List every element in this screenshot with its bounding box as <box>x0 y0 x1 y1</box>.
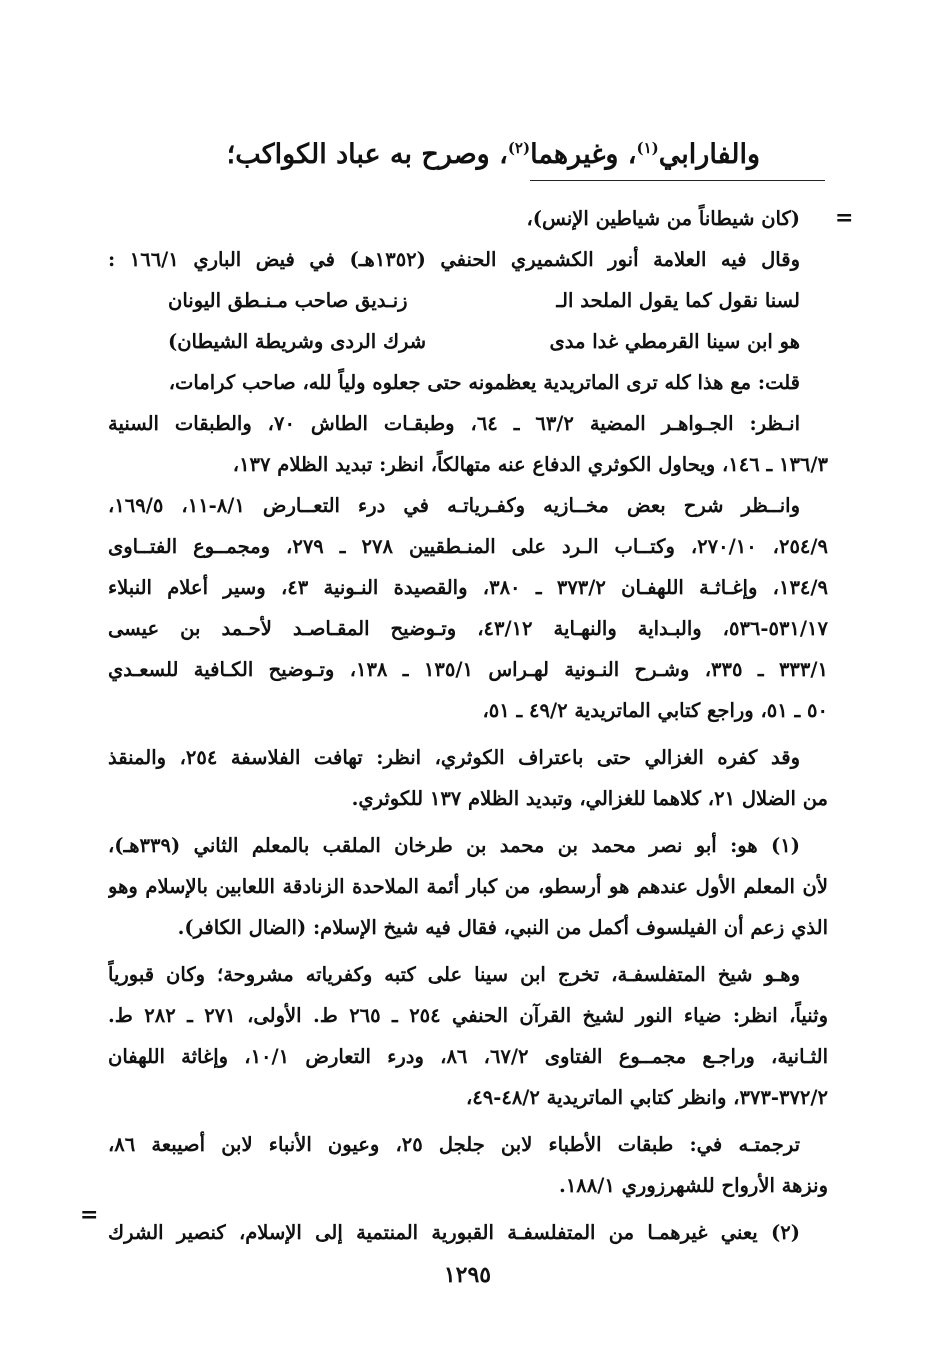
footnote-ref-1[interactable]: (١) <box>636 139 659 157</box>
poem-verse-2 <box>108 321 828 362</box>
footnote-1-line: لأن المعلم الأول عندهم هو أرسطو، من كبار أئمة الملاحدة الزنادقة اللعابين بالإسلام وهو <box>108 875 828 898</box>
footnote-line: وهـو شيخ المتفلسفـة، تخرج ابن سينا على كتبه وكفرياته مشروحة؛ وكان قبورياً <box>108 963 800 986</box>
footnote-line: وانــظر شرح بعض مخــازيه وكفـرياتـه في درء التعــارض ٨/١-١١، ١٦٩/٥، <box>108 494 800 517</box>
continuation-marker-top: = <box>835 205 854 231</box>
footnote-line: وقال فيه العلامة أنور الكشميري الحنفي (١٣٥٢هـ) في فيض الباري ١٦٦/١ : <box>108 248 800 271</box>
footnote-line: ٢٥٤/٩، ٢٧٠/١٠، وكتــاب الـرد على المنـطقيين ٢٧٨ ـ ٢٧٩، ومجمــوع الفتــاوى <box>108 535 828 558</box>
footnote-line: ١٣٤/٩، وإغـاثـة اللهفـان ٣٧٣/٢ ـ ٣٨٠، والقصيدة النـونية ٤٣، وسير أعلام النبلاء <box>108 576 828 599</box>
footnote-ref-2[interactable]: (٢) <box>507 139 531 157</box>
footnote-line: ونزهة الأرواح للشهرزوري ١٨٨/١. <box>559 1174 828 1197</box>
footnotes-block <box>108 198 828 1253</box>
verse-second-hemistich: زنـديق صاحب مـنـطق اليونان <box>168 289 408 312</box>
footnote-line: ٣٣٣/١ ـ ٣٣٥، وشـرح النـونية لهـراس ١٣٥/١ ـ ١٣٨، وتـوضيح الكـافية للسعـدي <box>108 658 828 681</box>
footnote-2-line: (٢) يعني غيرهمـا من المتفلسفـة القبورية المنتمية إلى الإسلام، كنصير الشرك <box>108 1221 800 1244</box>
qult-line <box>108 362 828 403</box>
main-text-star-worshippers: ، وصرح به عباد الكواكب؛ <box>226 139 508 170</box>
continuation-marker-bottom: = <box>80 1202 99 1228</box>
footnote-line: ٣٧٢/٢-٣٧٣، وانظر كتابي الماتريدية ٤٨/٢-٤٩، <box>466 1086 828 1109</box>
qult-label: قلت: <box>757 371 800 394</box>
footnote-line: ترجمتـه في: طبقات الأطباء لابن جلجل ٢٥، وعيون الأنباء لابن أصيبعة ٨٦، <box>108 1133 801 1156</box>
footnote-line: ٥٠ ـ ٥١، وراجع كتابي الماتريدية ٤٩/٢ ـ ٥١، <box>482 699 828 722</box>
qult-text: مع هذا كله ترى الماتريدية يعظمونه حتى جعلوه ولياً لله، صاحب كرامات، <box>168 371 752 394</box>
footnote-separator-rule <box>530 180 825 181</box>
page-number: ١٢٩٥ <box>443 1262 492 1288</box>
verse-first-hemistich: هو ابن سينا القرمطي غدا مدى <box>549 330 800 353</box>
verse-second-hemistich: شرك الردى وشريطة الشيطان) <box>168 330 427 353</box>
footnote-line: ٥٣١/١٧-٥٣٦، والبـداية والنهـاية ٤٣/١٢، وتـوضيح المقـاصـد لأحـمد بن عيسى <box>108 617 828 640</box>
footnote-line: وقد كفره الغزالي حتى باعتراف الكوثري، انظر: تهافت الفلاسفة ٢٥٤، والمنقذ <box>108 746 800 769</box>
footnote-1-line: (١) هو: أبو نصر محمد بن محمد بن طرخان الملقب بالمعلم الثاني (٣٣٩هـ)، <box>108 834 800 857</box>
footnote-line: من الضلال ٢١، كلاهما للغزالي، وتبديد الظلام ١٣٧ للكوثري. <box>351 787 828 810</box>
main-text-farabi: والفارابي <box>658 139 760 170</box>
footnote-line: وثنياً، انظر: ضياء النور لشيخ القرآن الحنفي ٢٥٤ ـ ٢٦٥ ط. الأولى، ٢٧١ ـ ٢٨٢ ط. <box>108 1004 828 1027</box>
poem-verse-1 <box>108 280 828 321</box>
footnote-line: ١٣٦/٣ ـ ١٤٦، ويحاول الكوثري الدفاع عنه متهالكاً، انظر: تبديد الظلام ١٣٧، <box>232 453 828 476</box>
footnote-1-line: الذي زعم أن الفيلسوف أكمل من النبي، فقال فيه شيخ الإسلام: (الضال الكافر). <box>177 916 828 939</box>
footnote-line: (كان شيطاناً من شياطين الإنس)، <box>526 207 800 230</box>
footnote-line: الثـانية، وراجـع مجمــوع الفتاوى ٦٧/٢، ٨٦، ودرء التعارض ١٠/١، وإغاثة اللهفان <box>108 1045 828 1068</box>
footnote-line: انـظر: الجـواهـر المضية ٦٣/٢ ـ ٦٤، وطبقـات الطاش ٧٠، والطبقات السنية <box>108 412 800 435</box>
verse-first-hemistich: لسنا نقول كما يقول الملحد الـ <box>556 289 800 312</box>
main-text-others: ، وغيرهما <box>530 139 637 170</box>
main-text-line <box>227 128 760 175</box>
